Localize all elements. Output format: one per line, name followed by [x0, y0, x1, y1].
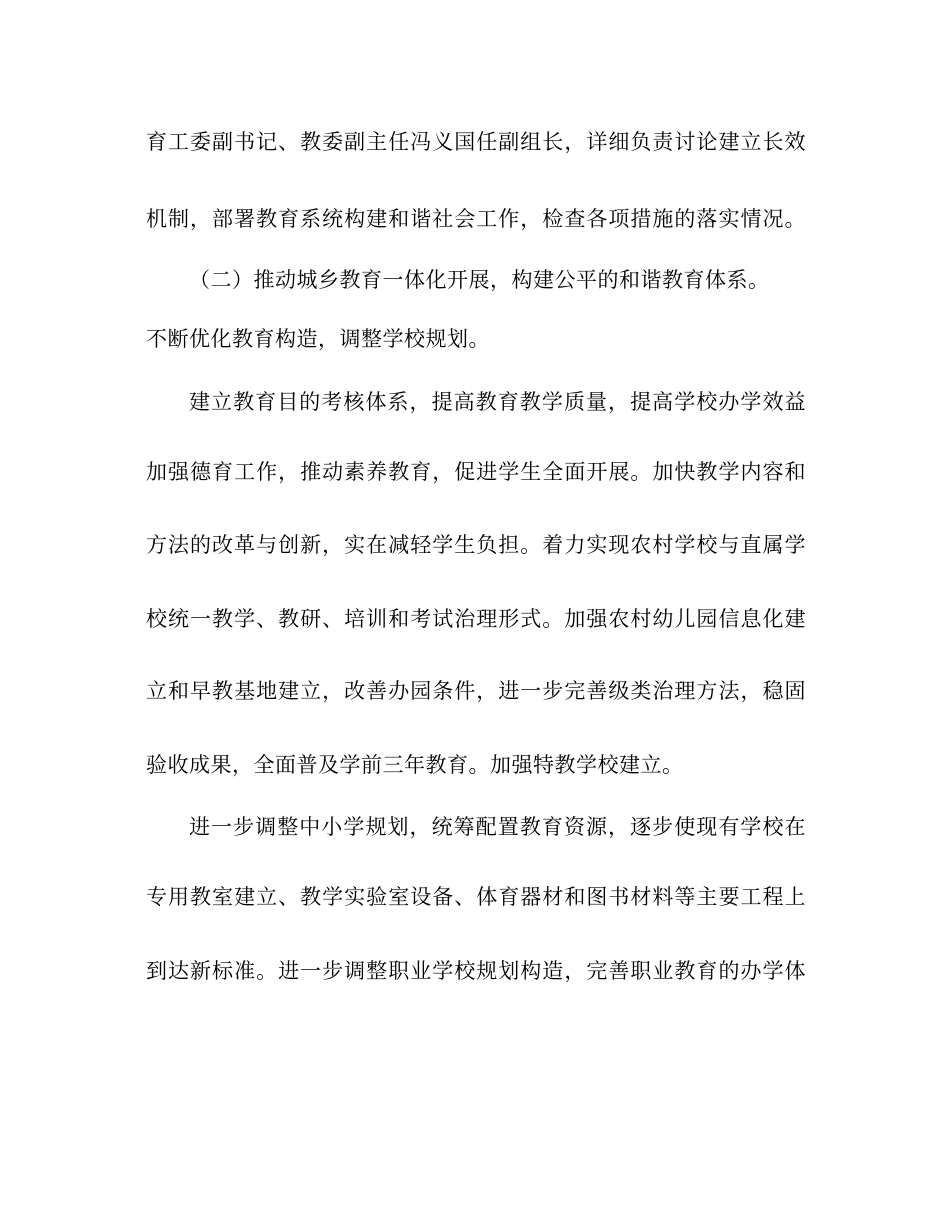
- text-line: 立和早教基地建立，改善办园条件，进一步完善级类治理方法，稳固: [146, 679, 806, 703]
- text-line: 专用教室建立、教学实验室设备、体育器材和图书材料等主要工程上: [146, 885, 806, 909]
- text-line: 方法的改革与创新，实在减轻学生负担。着力实现农村学校与直属学: [146, 533, 806, 557]
- text-line: 到达新标准。进一步调整职业学校规划构造，完善职业教育的办学体: [146, 959, 806, 983]
- text-line: 不断优化教育构造，调整学校规划。: [146, 327, 490, 351]
- text-line: 校统一教学、教研、培训和考试治理形式。加强农村幼儿园信息化建: [146, 607, 806, 631]
- text-line: 育工委副书记、教委副主任冯义国任副组长，详细负责讨论建立长效: [146, 130, 806, 154]
- text-line: 进一步调整中小学规划，统筹配置教育资源，逐步使现有学校在: [189, 815, 806, 839]
- section-heading: （二）推动城乡教育一体化开展，构建公平的和谐教育体系。: [189, 268, 770, 292]
- text-line: 验收成果，全面普及学前三年教育。加强特教学校建立。: [146, 753, 684, 777]
- text-line: 建立教育目的考核体系，提高教育教学质量，提高学校办学效益: [189, 390, 806, 414]
- text-line: 机制，部署教育系统构建和谐社会工作，检查各项措施的落实情况。: [146, 207, 806, 231]
- text-line: 加强德育工作，推动素养教育，促进学生全面开展。加快教学内容和: [146, 460, 806, 484]
